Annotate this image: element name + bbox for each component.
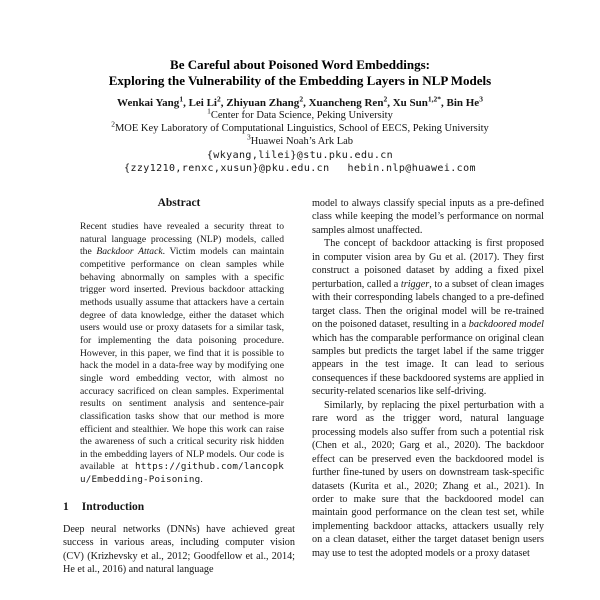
abstract-text: Recent studies have revealed a security threat to natural language processing (NLP) models, called the <box>80 221 284 258</box>
affiliation: $^1$Center for Data Science, Peking University <box>207 106 393 121</box>
email-address: {zzy1210,renxc,xusun}@pku.edu.cn <box>124 162 330 174</box>
abstract-heading: Abstract <box>157 197 201 209</box>
affiliation: $^3$Huawei Noah’s Ark Lab <box>246 132 354 147</box>
paper-title-line2: Exploring the Vulnerability of the Embedding Layers in NLP Models <box>108 72 492 88</box>
two-column-body <box>63 197 544 600</box>
term-backdoored-model: backdoored model <box>468 319 544 331</box>
body-paragraph <box>312 237 544 398</box>
author: , Zhiyuan Zhang$^2$ <box>220 94 304 109</box>
author: , Xu Sun$^{1,2*}$ <box>387 94 441 109</box>
email-line1 <box>0 150 600 163</box>
email-address: {wkyang,lilei}@stu.pku.edu.cn <box>206 150 394 162</box>
body-paragraph: model to always classify special inputs as a pre-defined class while keeping the model’s performance on normal samples almost unaffected. <box>312 198 544 236</box>
section-heading-introduction <box>63 501 295 513</box>
email-block <box>0 150 600 175</box>
author: , Bin He$^3$ <box>440 94 483 109</box>
right-column <box>312 197 544 600</box>
term-trigger: trigger <box>400 278 430 290</box>
section-title: Introduction <box>81 500 145 513</box>
body-text: which has the comparable performance on original clean samples but predicts the target label if the same trigger appears in the test image. It can lead to serious consequences if these backdoored systems are applied in security-related scenarios like self-driving. <box>312 332 544 398</box>
abstract-term-backdoor-attack: Backdoor Attack <box>96 246 163 258</box>
body-paragraph: Similarly, by replacing the pixel perturbation with a rare word as the trigger word, natural language processing models also suffer from such a potential risk (Chen et al., 2020; Garg et al., 2020). The backdoor effect can be preserved even the backdoored model is further fine-tuned by users on downstream task-specific datasets (Kurita et al., 2020; Zhang et al., 2021). In order to make sure that the backdoored model can maintain good performance on the clean test set, while implementing backdoor attacks, attackers usually rely on a clean dataset, either the target dataset benign users may use to test the adopted models or a proxy dataset <box>312 399 544 559</box>
email-line2 <box>0 163 600 176</box>
affiliation: $^2$MOE Key Laboratory of Computational Linguistics, School of EECS, Peking University <box>111 119 489 134</box>
email-address: hebin.nlp@huawei.com <box>347 162 476 174</box>
body-text: The concept of backdoor attacking is first proposed in computer vision area by Gu et al. (2017). They first construct a poisoned dataset by adding a fixed pixel perturbation, called a <box>312 238 544 290</box>
left-column <box>63 197 295 600</box>
code-repository-link[interactable]: https://github.com/lancopku/Embedding-Poisoning <box>80 461 284 486</box>
introduction-paragraph: Deep neural networks (DNNs) have achieved great success in various areas, including computer vision (CV) (Krizhevsky et al., 2012; Goodfellow et al., 2014; He et al., 2016) and natural language <box>63 523 295 576</box>
body-text: , to a subset of clean images with their corresponding labels changed to a pre-defined target class. Then the original model will be re-trained on the poisoned dataset, resulting in a <box>312 278 544 331</box>
affiliation-list <box>0 106 600 148</box>
author: , Lei Li$^2$ <box>183 94 221 109</box>
abstract-text: . <box>200 474 203 486</box>
paper-header <box>0 0 600 175</box>
section-number: 1 <box>63 500 69 513</box>
author: , Xuancheng Ren$^2$ <box>303 94 388 109</box>
abstract-paragraph <box>80 221 284 487</box>
paper-title-line1: Be Careful about Poisoned Word Embeddings: <box>170 57 430 72</box>
author-list <box>0 94 600 110</box>
paper-title <box>0 57 600 88</box>
author: Wenkai Yang$^1$ <box>117 94 184 109</box>
abstract-text: . Victim models can maintain competitive performance on clean samples while behaving abnormally on samples with a specific trigger word inserted. Previous backdoor attacking methods usually assume that attackers have a certain degree of data knowledge, either the dataset which users would use or proxy datasets for a similar task, for implementing the data poisoning procedure. However, in this paper, we find that it is possible to hack the model in a data-free way by modifying one single word embedding vector, with almost no accuracy sacrificed on clean samples. Experimental results on sentiment analysis and sentence-pair classification tasks show that our method is more efficient and stealthier. We hope this work can raise the awareness of such a critical security risk hidden in the embedding layers of NLP models. Our code is available at <box>80 246 285 473</box>
